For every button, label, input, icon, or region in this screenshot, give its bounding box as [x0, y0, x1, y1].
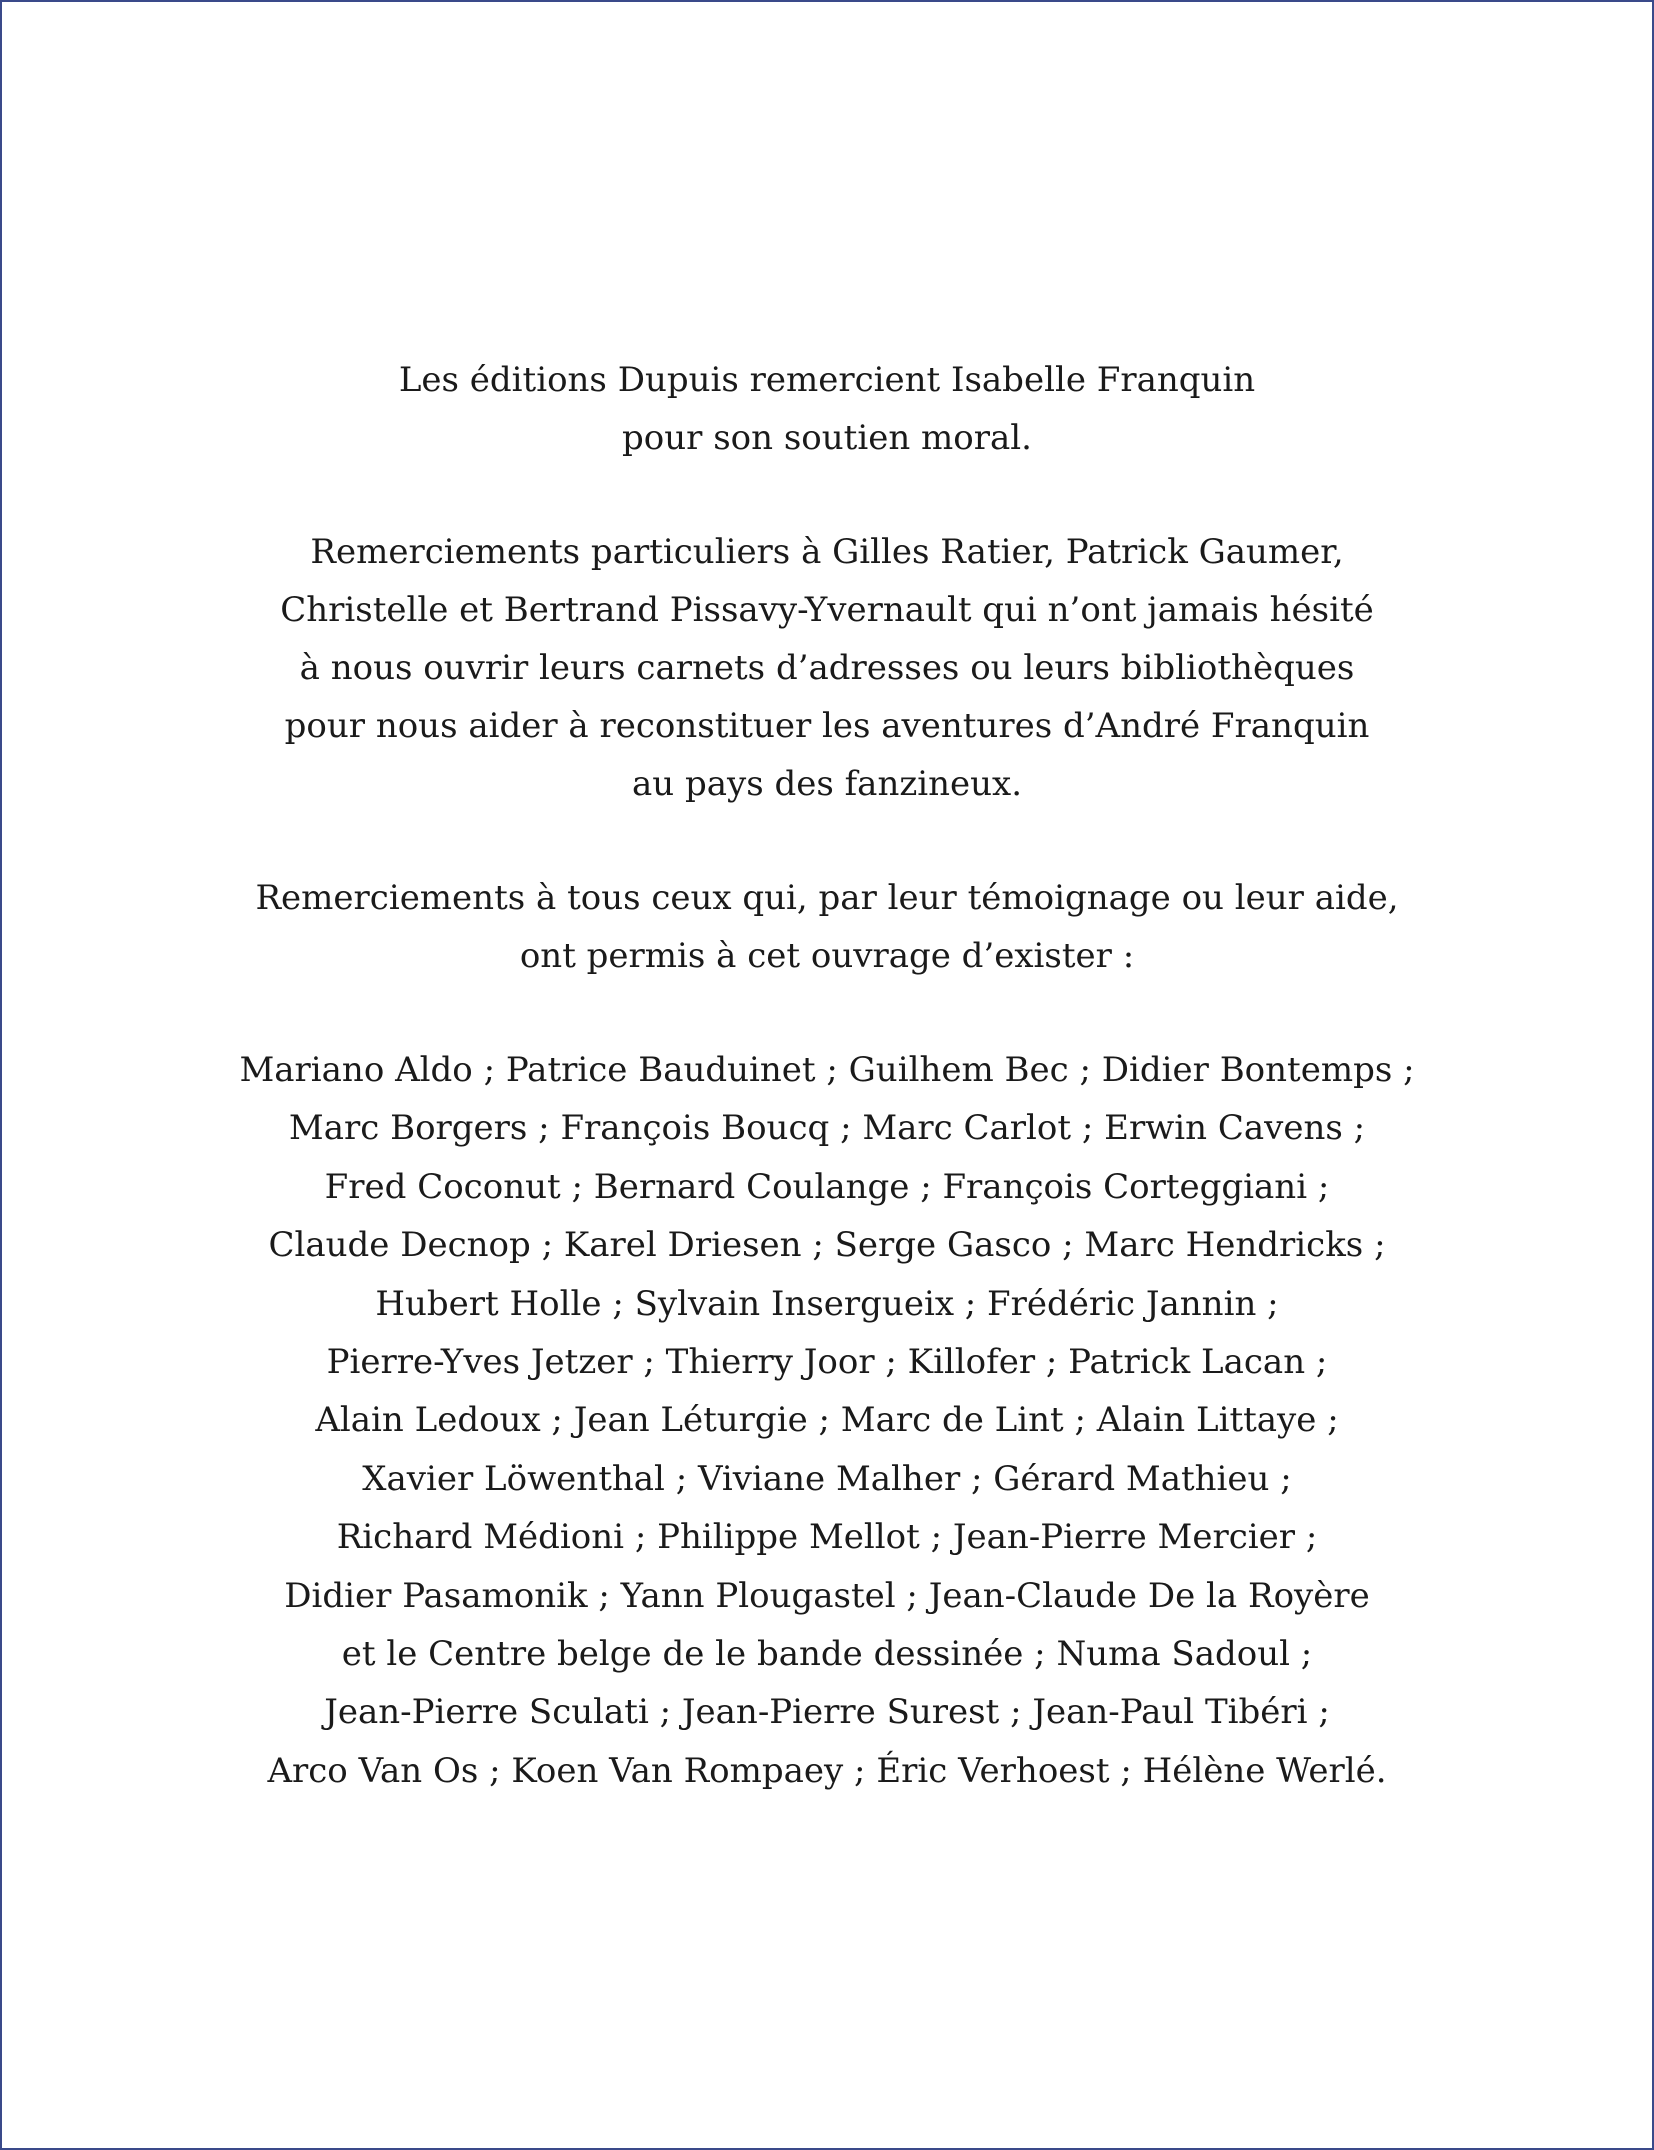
- names-list: [0, 1041, 1654, 1800]
- names-line: Xavier Löwenthal ; Viviane Malher ; Gérard Mathieu ;: [362, 1458, 1292, 1499]
- names-line: Jean-Pierre Sculati ; Jean-Pierre Surest ; Jean-Paul Tibéri ;: [324, 1692, 1330, 1733]
- special-thanks-paragraph: [0, 523, 1654, 813]
- intro-line: Les éditions Dupuis remercient Isabelle Franquin: [398, 360, 1256, 400]
- names-line: Mariano Aldo ; Patrice Bauduinet ; Guilhem Bec ; Didier Bontemps ;: [239, 1050, 1415, 1090]
- special-thanks-line: Remerciements particuliers à Gilles Ratier, Patrick Gaumer,: [310, 532, 1344, 572]
- names-line: Richard Médioni ; Philippe Mellot ; Jean-Pierre Mercier ;: [336, 1517, 1318, 1558]
- names-line: Arco Van Os ; Koen Van Rompaey ; Éric Verhoest ; Hélène Werlé.: [267, 1750, 1387, 1791]
- general-thanks-line: ont permis à cet ouvrage d’exister :: [519, 936, 1135, 976]
- names-line: Marc Borgers ; François Boucq ; Marc Carlot ; Erwin Cavens ;: [288, 1108, 1366, 1149]
- paragraph-gap: [0, 813, 1654, 869]
- acknowledgements: [0, 351, 1654, 1800]
- special-thanks-line: pour nous aider à reconstituer les aventures d’André Franquin: [284, 706, 1370, 746]
- names-line: Didier Pasamonik ; Yann Plougastel ; Jean-Claude De la Royère: [284, 1575, 1370, 1616]
- paragraph-gap: [0, 985, 1654, 1041]
- names-line: Fred Coconut ; Bernard Coulange ; François Corteggiani ;: [324, 1166, 1330, 1207]
- general-thanks-line: Remerciements à tous ceux qui, par leur témoignage ou leur aide,: [255, 878, 1399, 918]
- special-thanks-line: Christelle et Bertrand Pissavy-Yvernault qui n’ont jamais hésité: [280, 590, 1374, 630]
- special-thanks-line: au pays des fanzineux.: [631, 764, 1023, 804]
- names-line: Alain Ledoux ; Jean Léturgie ; Marc de Lint ; Alain Littaye ;: [315, 1400, 1339, 1441]
- names-line: Hubert Holle ; Sylvain Insergueix ; Frédéric Jannin ;: [375, 1283, 1279, 1324]
- paragraph-gap: [0, 467, 1654, 523]
- names-line: Pierre-Yves Jetzer ; Thierry Joor ; Killofer ; Patrick Lacan ;: [326, 1341, 1328, 1382]
- names-line: Claude Decnop ; Karel Driesen ; Serge Gasco ; Marc Hendricks ;: [268, 1225, 1386, 1266]
- intro-paragraph: [0, 351, 1654, 467]
- intro-line: pour son soutien moral.: [622, 418, 1032, 458]
- general-thanks-paragraph: [0, 869, 1654, 985]
- special-thanks-line: à nous ouvrir leurs carnets d’adresses ou leurs bibliothèques: [299, 648, 1355, 688]
- names-line: et le Centre belge de le bande dessinée ; Numa Sadoul ;: [341, 1633, 1313, 1674]
